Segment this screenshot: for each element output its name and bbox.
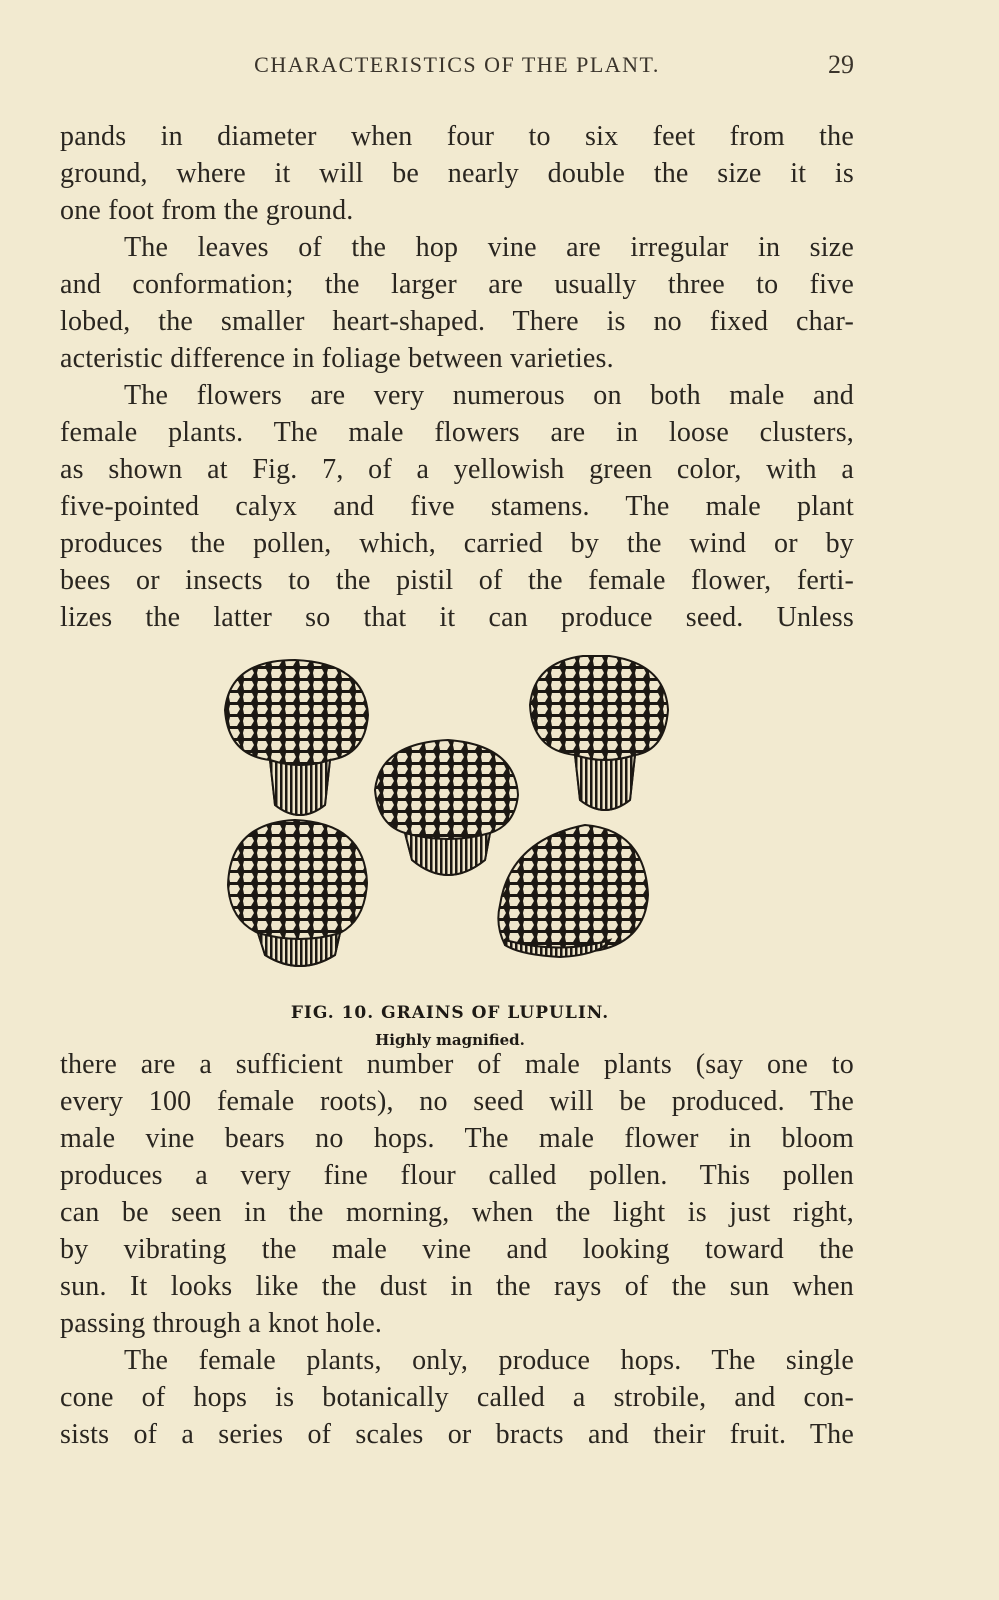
text-line: produces the pollen, which, carried by the wind or by: [60, 528, 854, 559]
text-line: The female plants, only, produce hops. The single: [124, 1345, 854, 1376]
text-line: The leaves of the hop vine are irregular in size: [124, 232, 854, 263]
lupulin-grain: [530, 655, 668, 810]
text-line: one foot from the ground.: [60, 195, 354, 226]
text-line: cone of hops is botanically called a strobile, and con-: [60, 1382, 854, 1413]
text-line: five-pointed calyx and five stamens. The male plant: [60, 491, 854, 522]
text-line: sun. It looks like the dust in the rays of the sun when: [60, 1271, 854, 1302]
text-line: ground, where it will be nearly double the size it is: [60, 158, 854, 189]
text-line: lizes the latter so that it can produce seed. Unless: [60, 602, 854, 633]
text-line: acteristic difference in foliage between varieties.: [60, 343, 614, 374]
lupulin-grain: [375, 740, 518, 875]
lupulin-illustration: [200, 655, 700, 990]
text-line: produces a very fine flour called pollen. This pollen: [60, 1160, 854, 1191]
lupulin-grain: [498, 825, 648, 957]
text-line: can be seen in the morning, when the light is just right,: [60, 1197, 854, 1228]
running-title: CHARACTERISTICS OF THE PLANT.: [254, 52, 660, 77]
text-line: male vine bears no hops. The male flower in bloom: [60, 1123, 854, 1154]
text-line: bees or insects to the pistil of the female flower, ferti-: [60, 565, 854, 596]
text-line: The flowers are very numerous on both male and: [124, 380, 854, 411]
text-line: pands in diameter when four to six feet from the: [60, 121, 854, 152]
page-number: 29: [828, 50, 854, 79]
text-line: sists of a series of scales or bracts and their fruit. The: [60, 1419, 854, 1450]
lupulin-grain: [225, 660, 368, 815]
figure-caption: FIG. 10. GRAINS OF LUPULIN.: [290, 1003, 610, 1023]
text-line: passing through a knot hole.: [60, 1308, 383, 1339]
running-head: [60, 50, 854, 86]
text-line: there are a sufficient number of male plants (say one to: [60, 1049, 854, 1080]
text-line: and conformation; the larger are usually three to five: [60, 269, 854, 300]
text-line: every 100 female roots), no seed will be produced. The: [60, 1086, 854, 1117]
text-line: lobed, the smaller heart-shaped. There is no fixed char-: [60, 306, 854, 337]
text-line: by vibrating the male vine and looking toward the: [60, 1234, 854, 1265]
figure-subcaption: Highly magnified.: [375, 1031, 525, 1049]
body-text-bottom: [60, 1046, 854, 1453]
lupulin-grain: [228, 820, 367, 966]
text-line: as shown at Fig. 7, of a yellowish green color, with a: [60, 454, 854, 485]
body-text-top: [60, 118, 854, 636]
text-line: female plants. The male flowers are in loose clusters,: [60, 417, 854, 448]
